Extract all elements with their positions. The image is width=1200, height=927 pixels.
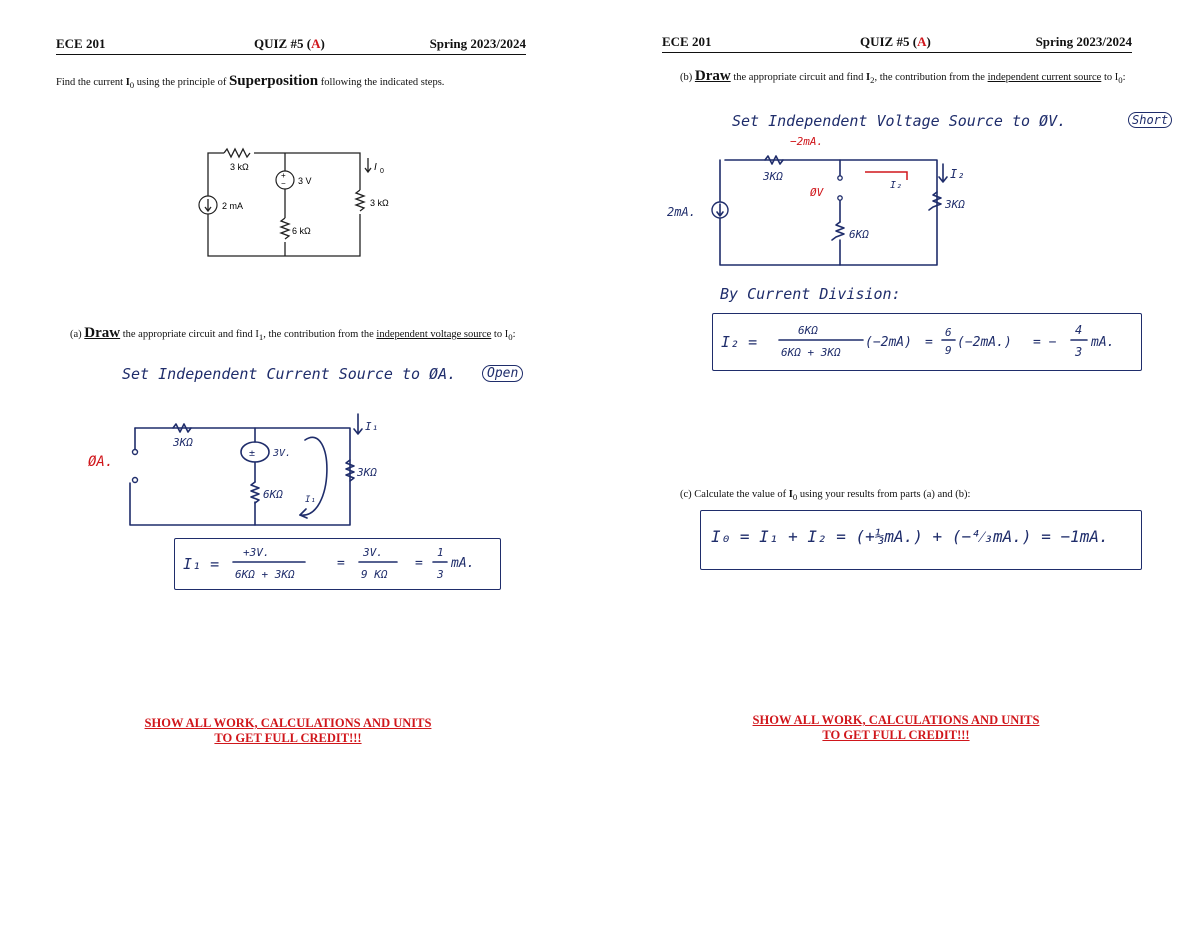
svg-text:I₂: I₂	[890, 180, 903, 191]
svg-text:3 kΩ: 3 kΩ	[230, 162, 249, 172]
hand-zero-amp: ØA.	[88, 454, 114, 470]
hand-red-arrow	[865, 172, 907, 180]
hand-circuit-b	[665, 150, 965, 270]
hand-short-note: Short	[1128, 112, 1172, 128]
svg-text:9: 9	[945, 344, 952, 357]
svg-text:±: ±	[249, 448, 256, 459]
course-code: ECE 201	[662, 34, 712, 49]
svg-text:I₁ =: I₁ =	[183, 555, 220, 573]
svg-text:I₁: I₁	[365, 420, 379, 433]
svg-text:9 KΩ: 9 KΩ	[361, 568, 388, 581]
term: Spring 2023/2024	[1035, 34, 1132, 49]
svg-text:I₂: I₂	[950, 167, 965, 181]
hand-instruction-b: Set Independent Voltage Source to ØV.	[732, 112, 1067, 130]
svg-text:I₁: I₁	[305, 495, 316, 505]
page-header	[56, 36, 526, 55]
svg-text:6: 6	[945, 326, 952, 339]
svg-text:(−2mA): (−2mA)	[865, 335, 912, 350]
svg-text:4: 4	[1075, 323, 1083, 337]
svg-text:3KΩ: 3KΩ	[357, 466, 377, 479]
svg-text:mA.: mA.	[1091, 335, 1115, 350]
hand-circuit-a	[95, 410, 379, 535]
svg-text:−: −	[281, 179, 286, 188]
instruction-text: Find the current $I_0$ using the principle of Superposition following the indicated steps.	[56, 73, 445, 91]
course-code: ECE 201	[56, 36, 106, 51]
svg-text:I₂ =: I₂ =	[721, 333, 758, 351]
hand-instruction-a: Set Independent Current Source to ØA.	[122, 365, 457, 383]
svg-text:0: 0	[380, 168, 384, 175]
quiz-page-right	[600, 0, 1200, 927]
equation-box-b	[712, 313, 1142, 371]
final-equation: I₀ = I₁ + I₂ = (+⅓mA.) + (−⁴⁄₃mA.) = −1mA.	[711, 527, 1109, 546]
page-header	[662, 34, 1132, 53]
svg-text:3: 3	[437, 568, 444, 581]
svg-text:2 mA: 2 mA	[222, 201, 244, 211]
svg-text:6KΩ: 6KΩ	[849, 228, 869, 241]
svg-text:+3V.: +3V.	[243, 546, 270, 559]
svg-text:3 V: 3 V	[298, 176, 312, 186]
hand-resistor-6k	[251, 482, 259, 503]
svg-text:mA.: mA.	[451, 556, 475, 571]
svg-text:3V.: 3V.	[273, 448, 292, 459]
svg-text:= −: = −	[1033, 335, 1057, 350]
svg-text:3KΩ: 3KΩ	[945, 198, 965, 211]
term: Spring 2023/2024	[429, 36, 526, 51]
part-a-prompt: (a) Draw the appropriate circuit and find $I_1$, the contribution from the independent voltage source to $I_0$:	[70, 325, 516, 343]
svg-text:3KΩ: 3KΩ	[173, 436, 193, 449]
svg-text:6KΩ + 3KΩ: 6KΩ + 3KΩ	[235, 568, 295, 581]
svg-text:(−2mA.): (−2mA.)	[957, 335, 1012, 350]
svg-text:6KΩ: 6KΩ	[798, 324, 818, 337]
svg-text:3: 3	[1075, 345, 1083, 359]
svg-text:6KΩ: 6KΩ	[263, 488, 283, 501]
svg-text:ØV: ØV	[810, 186, 824, 199]
hand-resistor-6k	[832, 222, 844, 240]
current-division-label: By Current Division:	[720, 285, 901, 303]
hand-open-note: Open	[482, 365, 523, 382]
svg-text:3V.: 3V.	[363, 546, 383, 559]
original-circuit-diagram	[190, 148, 420, 263]
quiz-title: QUIZ #5 (A)	[254, 36, 325, 51]
credit-notice: SHOW ALL WORK, CALCULATIONS AND UNITS TO GET FULL CREDIT!!!	[752, 713, 1040, 742]
svg-text:1: 1	[437, 546, 444, 559]
svg-text:I: I	[374, 162, 377, 173]
hand-resistor-3k-right	[929, 192, 941, 210]
svg-text:=: =	[415, 556, 423, 571]
part-b-prompt: (b) Draw the appropriate circuit and find $I_2$, the contribution from the independent current source to $I_0$:	[680, 68, 1126, 86]
svg-text:2mA.: 2mA.	[667, 205, 696, 219]
equation-box-a	[174, 538, 501, 590]
credit-notice: SHOW ALL WORK, CALCULATIONS AND UNITS TO GET FULL CREDIT!!!	[144, 716, 432, 745]
svg-text:6 kΩ: 6 kΩ	[292, 226, 311, 236]
hand-neg-current: −2mA.	[790, 135, 824, 148]
svg-text:=: =	[337, 556, 345, 571]
svg-text:=: =	[925, 335, 933, 350]
quiz-title: QUIZ #5 (A)	[860, 34, 931, 49]
svg-text:3 kΩ: 3 kΩ	[370, 198, 389, 208]
part-c-prompt: (c) Calculate the value of $I_0$ using your results from parts (a) and (b):	[680, 489, 971, 503]
svg-text:6KΩ + 3KΩ: 6KΩ + 3KΩ	[781, 346, 841, 359]
svg-text:+: +	[281, 171, 286, 180]
equation-box-c	[700, 510, 1142, 570]
svg-text:3KΩ: 3KΩ	[763, 170, 783, 183]
